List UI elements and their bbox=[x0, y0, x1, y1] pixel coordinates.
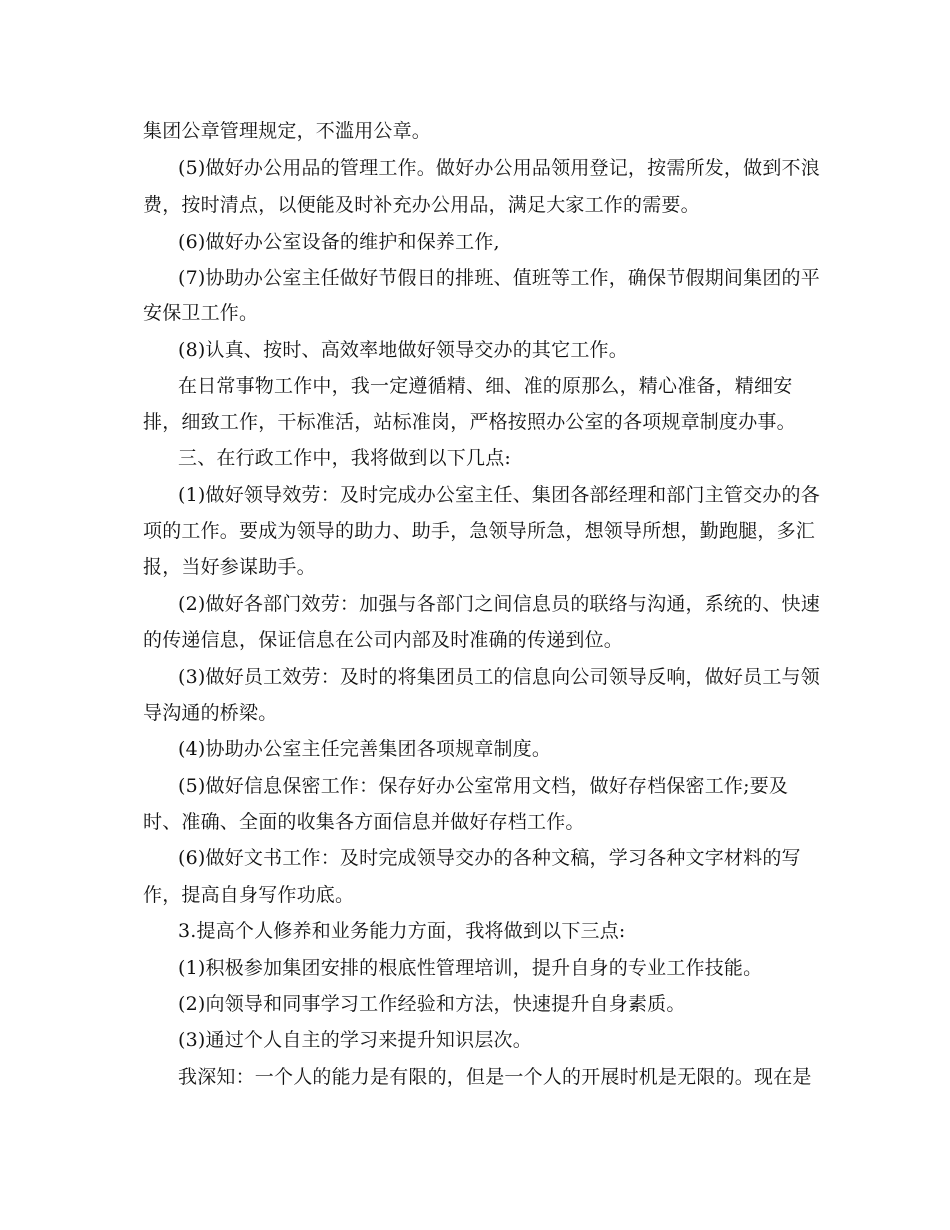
text-line: (4)协助办公室主任完善集团各项规章制度。 bbox=[178, 738, 552, 760]
text-line: (7)协助办公室主任做好节假日的排班、值班等工作，确保节假期间集团的平 bbox=[178, 267, 820, 289]
text-line: 三、在行政工作中，我将做到以下几点: bbox=[178, 447, 512, 469]
text-line: 排，细致工作，干标准活，站标准岗，严格按照办公室的各项规章制度办事。 bbox=[143, 411, 796, 433]
text-line: (1)做好领导效劳：及时完成办公室主任、集团各部经理和部门主管交办的各 bbox=[178, 484, 820, 506]
text-line: 时、准确、全面的收集各方面信息并做好存档工作。 bbox=[143, 811, 585, 833]
text-line: (6)做好办公室设备的维护和保养工作, bbox=[178, 231, 500, 253]
text-line: (5)做好信息保密工作：保存好办公室常用文档，做好存档保密工作;要及 bbox=[178, 775, 789, 797]
text-line: 我深知：一个人的能力是有限的，但是一个人的开展时机是无限的。现在是 bbox=[178, 1066, 812, 1088]
text-line: 3.提高个人修养和业务能力方面，我将做到以下三点: bbox=[178, 920, 626, 942]
text-line: (2)向领导和同事学习工作经验和方法，快速提升自身素质。 bbox=[178, 993, 686, 1015]
text-line: (3)通过个人自主的学习来提升知识层次。 bbox=[178, 1029, 532, 1051]
text-line: (2)做好各部门效劳：加强与各部门之间信息员的联络与沟通，系统的、快速 bbox=[178, 593, 820, 615]
text-line: 的传递信息，保证信息在公司内部及时准确的传递到位。 bbox=[143, 629, 624, 651]
text-line: (5)做好办公用品的管理工作。做好办公用品领用登记，按需所发，做到不浪 bbox=[178, 157, 820, 179]
text-line: (3)做好员工效劳：及时的将集团员工的信息向公司领导反响，做好员工与领 bbox=[178, 666, 820, 688]
text-line: 项的工作。要成为领导的助力、助手，急领导所急，想领导所想，勤跑腿，多汇 bbox=[143, 520, 816, 542]
text-line: 费，按时清点，以便能及时补充办公用品，满足大家工作的需要。 bbox=[143, 194, 700, 216]
text-line: 集团公章管理规定，不滥用公章。 bbox=[143, 120, 432, 142]
text-line: 安保卫工作。 bbox=[143, 302, 259, 324]
text-line: 在日常事物工作中，我一定遵循精、细、准的原那么，精心准备，精细安 bbox=[178, 375, 793, 397]
text-line: (6)做好文书工作：及时完成领导交办的各种文稿，学习各种文字材料的写 bbox=[178, 847, 801, 869]
text-line: (8)认真、按时、高效率地做好领导交办的其它工作。 bbox=[178, 339, 628, 361]
text-line: 报，当好参谋助手。 bbox=[143, 556, 316, 578]
text-line: 导沟通的桥梁。 bbox=[143, 702, 278, 724]
text-line: (1)积极参加集团安排的根底性管理培训，提升自身的专业工作技能。 bbox=[178, 957, 763, 979]
text-line: 作，提高自身写作功底。 bbox=[143, 884, 355, 906]
